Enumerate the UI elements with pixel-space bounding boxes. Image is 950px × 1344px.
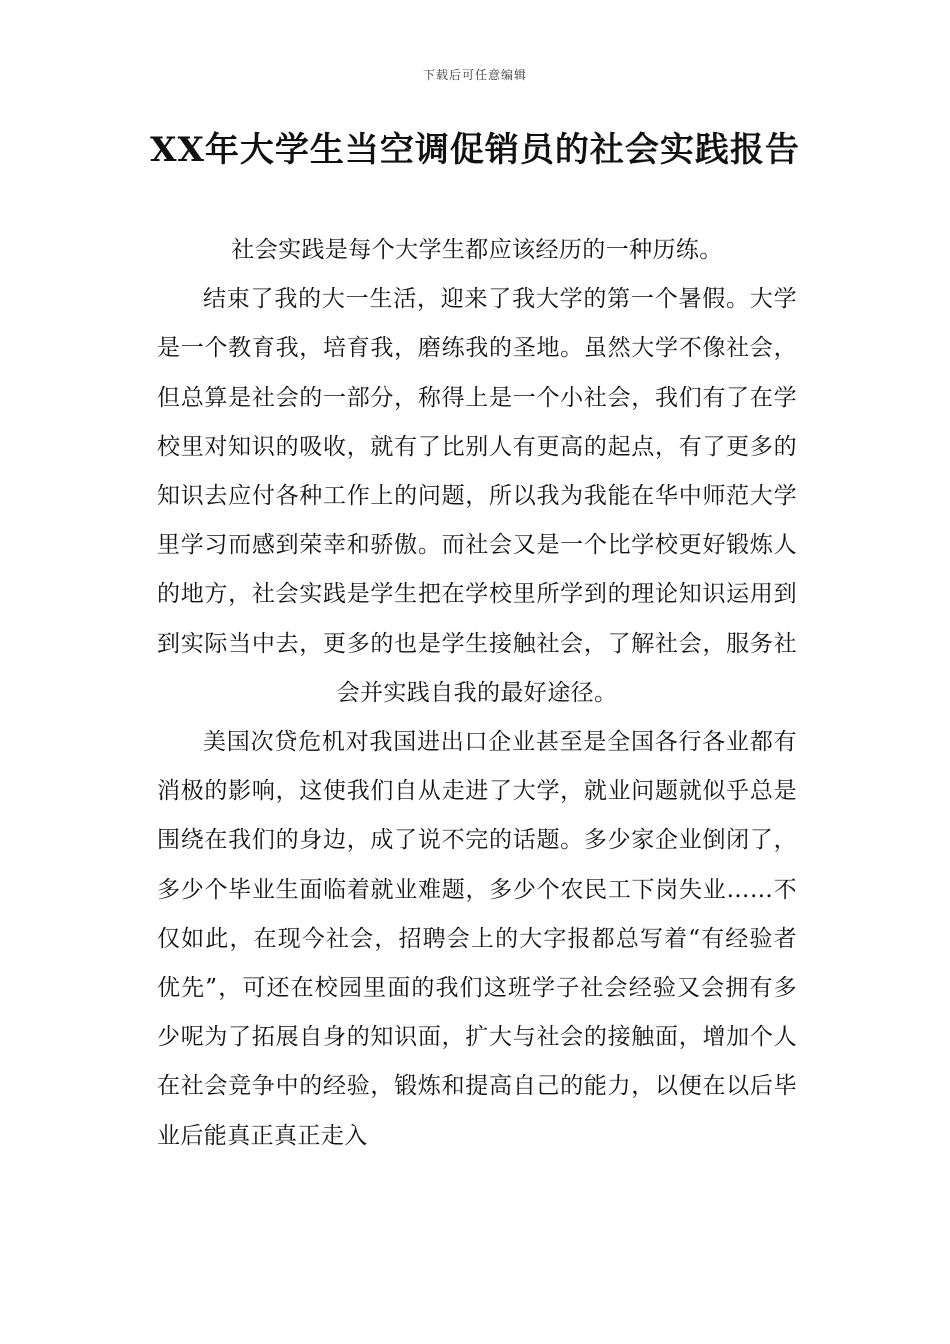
header-note: 下载后可任意编辑 [422,68,527,82]
page-title: XX年大学生当空调促销员的社会实践报告 [150,130,800,170]
intro-paragraph: 社会实践是每个大学生都应该经历的一种历练。 [231,237,723,263]
body-paragraph-2: 美国次贷危机对我国进出口企业甚至是全国各行各业都有消极的影响，这使我们自从走进了大学，就业问题就似乎总是围绕在我们的身边，成了说不完的话题。多少家企业倒闭了，多少个毕业生面临着就业难题，多少个农民工下岗失业……不仅如此，在现今社会，招聘会上的大字报都总写着“有经验者优先”，可还在校园里面的我们这班学子社会经验又会拥有多少呢为了拓展自身的知识面，扩大与社会的接触面，增加个人在社会竞争中的经验，锻炼和提高自己的能力，以便在以后毕业后能真正真正走入 [157,729,797,1149]
body-paragraph-1: 结束了我的大一生活，迎来了我大学的第一个暑假。大学是一个教育我，培育我，磨练我的圣地。虽然大学不像社会，但总算是社会的一部分，称得上是一个小社会，我们有了在学校里对知识的吸收，就有了比别人有更高的起点，有了更多的知识去应付各种工作上的问题，所以我为我能在华中师范大学里学习而感到荣幸和骄傲。而社会又是一个比学校更好锻炼人的地方，社会实践是学生把在学校里所学到的理论知识运用到到实际当中去，更多的也是学生接触社会，了解社会，服务社会并实践自我的最好途径。 [157,286,797,706]
document-body [157,226,797,1161]
